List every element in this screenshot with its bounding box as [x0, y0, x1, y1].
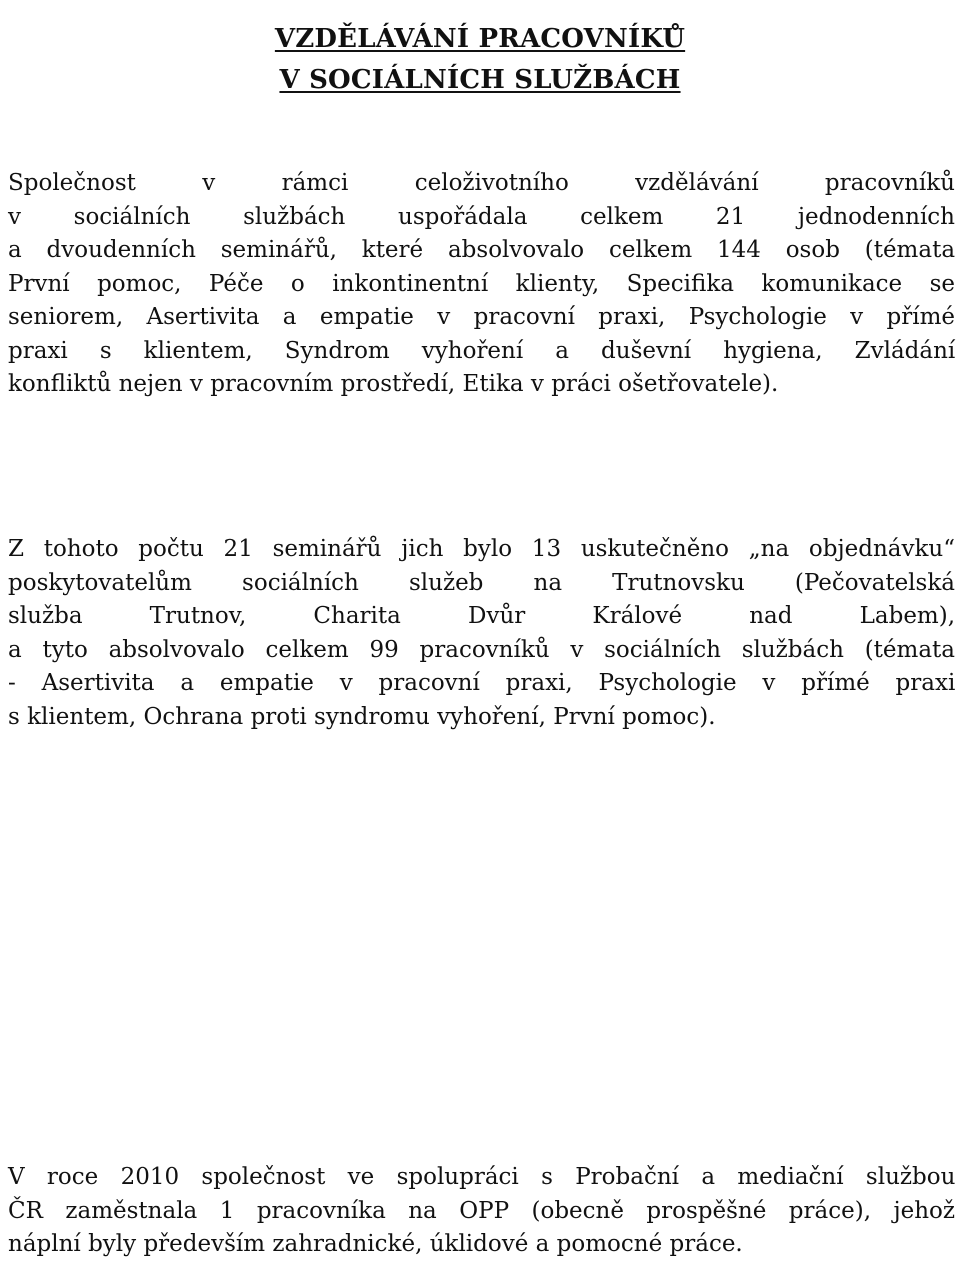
text-line: služba Trutnov, Charita Dvůr Králové nad Labem), — [8, 603, 956, 629]
text-line: V roce 2010 společnost ve spolupráci s Probační a mediační službou — [8, 1164, 956, 1190]
text-line: praxi s klientem, Syndrom vyhoření a duševní hygiena, Zvládání — [8, 337, 956, 364]
page-title-line-1: VZDĚLÁVÁNÍ PRACOVNÍKŮ — [274, 24, 686, 55]
text-line: ČR zaměstnala 1 pracovníka na OPP (obecně prospěšné práce), jehož — [8, 1197, 955, 1224]
paragraph-seminars — [8, 167, 955, 402]
text-line: s klientem, Ochrana proti syndromu vyhoření, První pomoc). — [8, 703, 716, 730]
paragraph-orders — [8, 533, 955, 734]
text-line: náplní byly především zahradnické, úklidové a pomocné práce. — [8, 1231, 743, 1257]
text-line: Společnost v rámci celoživotního vzdělávání pracovníků — [8, 170, 955, 196]
page-title-line-2: V SOCIÁLNÍCH SLUŽBÁCH — [279, 65, 681, 96]
text-line: v sociálních službách uspořádala celkem 21 jednodenních — [8, 203, 955, 230]
text-line: poskytovatelům sociálních služeb na Trutnovsku (Pečovatelská — [8, 569, 955, 596]
text-line: Z tohoto počtu 21 seminářů jich bylo 13 uskutečněno „na objednávku“ — [8, 536, 955, 562]
text-line: - Asertivita a empatie v pracovní praxi, Psychologie v přímé praxi — [8, 670, 956, 696]
text-line: a dvoudenních seminářů, které absolvovalo celkem 144 osob (témata — [8, 237, 956, 263]
page-title — [0, 19, 960, 101]
text-line: První pomoc, Péče o inkontinentní klienty, Specifika komunikace se — [8, 270, 956, 297]
text-line: a tyto absolvovalo celkem 99 pracovníků v sociálních službách (témata — [8, 636, 955, 663]
text-line: seniorem, Asertivita a empatie v pracovní praxi, Psychologie v přímé — [8, 304, 955, 330]
text-line: konfliktů nejen v pracovním prostředí, Etika v práci ošetřovatele). — [8, 371, 779, 397]
paragraph-probation — [8, 1161, 955, 1262]
